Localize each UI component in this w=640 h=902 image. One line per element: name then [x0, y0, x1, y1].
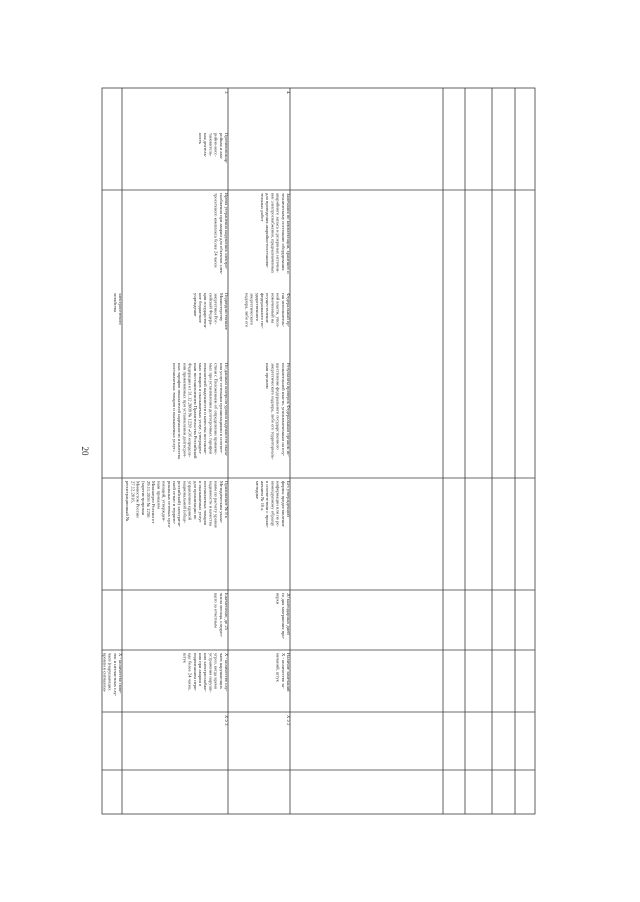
cell-text: ции государствен-	[203, 293, 209, 329]
cell-text: (зарегистрирован	[140, 481, 146, 516]
cell-text: X - количество слу-	[224, 653, 229, 692]
cell-text: и оказываемых услуг	[198, 481, 203, 523]
cell-text: управлению единой	[187, 481, 193, 521]
cell-text: Федеральный ор-	[286, 293, 291, 328]
cell-text: полнительной власти, уполномоченным на осу-	[280, 363, 286, 457]
cell-text: Результаты проверок Федеральным органом ис-	[286, 363, 291, 457]
cell-text: Замечания по комплектации, хранению и	[286, 193, 291, 274]
cell-text: 3.	[224, 91, 229, 95]
cell-text: ным органом	[265, 363, 271, 389]
cell-text: мых товаров и оказываемых услуг, утвержден-	[198, 363, 203, 455]
cell-text: ным приказом	[156, 481, 162, 509]
cell-text: ность	[198, 133, 203, 145]
cell-text: ния услуг сетевыми организациями в соответ-	[218, 363, 224, 454]
page-number: 20	[80, 446, 90, 456]
cell-text: методике	[254, 481, 260, 500]
cell-text: в соответствии с прило-	[265, 481, 271, 528]
cell-text: Подведомственное	[224, 293, 229, 330]
cell-text: X ≥ 2	[286, 715, 291, 726]
cell-text: ской сетью и террито-	[172, 481, 177, 525]
cell-text: номоченный на	[270, 293, 276, 324]
cell-text: нии применяемых при установлении долгосроч-	[182, 363, 188, 458]
cell-text: ствии с Положением об определении примене-	[213, 363, 219, 455]
cell-text: X ≥ 3	[224, 715, 229, 726]
cell-text: ган исполнитель-	[280, 293, 286, 327]
cell-text: надежности и качества	[208, 481, 214, 526]
cell-text: поставляемых товаров	[203, 481, 209, 526]
table-frame	[102, 88, 535, 814]
cell-text: Минэнерго России от	[151, 481, 157, 524]
cell-text: Министерству	[218, 293, 224, 322]
cell-text: подписанном пери-	[192, 653, 198, 691]
cell-text: Минюстом России	[135, 481, 141, 518]
cell-text: верки	[275, 593, 281, 605]
cell-text: снабжения при аварии для объектов элек-	[218, 193, 224, 275]
cell-text: со дня завершения про-	[280, 593, 286, 640]
cell-text: для организации по	[192, 481, 198, 520]
cell-text: чаев (нарушающих	[107, 653, 113, 691]
cell-text: штук	[182, 653, 188, 664]
cell-text: щего за отчетным	[213, 593, 219, 628]
cell-text: чаев нарушающих	[218, 653, 224, 690]
cell-text: ществление федерального государственного	[275, 363, 281, 450]
cell-text: ной власти, упол-	[275, 293, 281, 328]
cell-text: X - количество пове-	[118, 653, 123, 694]
cell-text: ройная и ава-	[218, 133, 224, 160]
cell-text: Время устранения нарушения электро-	[224, 193, 229, 270]
cell-text: техническому состоянию оборудования	[280, 193, 286, 271]
cell-text: аварийного запаса и резервных источни-	[275, 193, 281, 273]
cell-text: тельных работ	[260, 193, 265, 222]
cell-text: устранения наруше-	[208, 653, 214, 693]
table-cells	[102, 91, 291, 726]
cell-text: регистрационный №	[125, 481, 131, 522]
cell-text: жением № 16 к	[260, 481, 265, 511]
cell-text: федерального гос-	[260, 293, 265, 329]
cell-text: кровли в сигнализа-	[102, 653, 108, 693]
cell-text: поставляемых товаров и оказываемых услуг»	[172, 363, 177, 453]
cell-text: ток и несчастных слу-	[112, 653, 118, 697]
cell-text: Без утвержденной	[286, 481, 291, 517]
cell-text: национальной (обще-	[182, 481, 188, 524]
cell-text: энергетического	[249, 293, 255, 325]
cell-text: сийской Федера-	[208, 293, 214, 326]
cell-text: осуществление	[265, 293, 271, 323]
cell-text: информации или по ре-	[275, 481, 281, 527]
cell-text: ния при аварии в	[198, 653, 203, 687]
cell-text: надзора, либо его	[244, 293, 250, 328]
cell-text: показателей надежности и качества поставляе-	[203, 363, 209, 455]
cell-text: оде более 24 часов,	[187, 653, 193, 691]
cell-text: формы предоставление	[280, 481, 286, 527]
cell-text: ная деятель-	[203, 133, 209, 158]
cell-text: энергетического надзора, либо его территориаль-	[270, 363, 276, 460]
cell-text: Приложение № 8 к	[224, 481, 229, 519]
cell-text: учреждение	[192, 293, 198, 317]
cell-text: Ежемесячно, до 25	[224, 593, 229, 630]
cell-text: энергетики Рос-	[213, 293, 219, 325]
cell-text: Наличие замечаний	[286, 653, 291, 692]
cell-text: числа месяца, следую-	[218, 593, 224, 638]
cell-text: Методическим указа-	[218, 481, 224, 524]
cell-text: ниям по расчету уровня	[213, 481, 219, 528]
cell-text: для проведения аварийно-восстанови-	[265, 193, 271, 268]
cell-text: угроз, когда время	[213, 653, 219, 689]
cell-text: ных тарифов показателей надежности и качества	[177, 363, 183, 459]
cell-text: рийно-восс-	[213, 133, 219, 157]
cell-text: низаций, утвержден-	[161, 481, 167, 522]
cell-text: ков электроснабжения, предназначенных	[270, 193, 276, 274]
cell-text: ное бюджетное	[198, 293, 203, 323]
cell-text: 20 календарных дней	[286, 593, 291, 635]
cell-text: мечаний, штук	[275, 653, 281, 682]
cell-text: 27.12.2016,	[130, 481, 136, 503]
cell-text: мых при установлении долгосрочных тарифов	[208, 363, 214, 455]
cell-text: тановитель-	[208, 133, 214, 157]
cell-text: риальных сетевых орга-	[166, 481, 172, 529]
cell-text: хозяйства	[112, 293, 118, 312]
cell-text: тросетевого комплекса более 24 часов	[213, 193, 219, 268]
cell-text: российской) электриче-	[177, 481, 183, 528]
cell-text: ударственного	[254, 293, 260, 322]
cell-text: По данным контроля уровня надежности оказа-	[224, 363, 229, 457]
cell-text: ния электроснабже-	[203, 653, 209, 692]
cell-text: Федерации от 31.12.2009 № 1220 «Об определе-	[187, 363, 193, 458]
cell-text: Противопожар-	[224, 133, 229, 164]
cell-text: ным постановлением Правительства Российской	[192, 363, 198, 459]
cell-text: комендуемому образцу	[270, 481, 276, 527]
cell-text: X - количество за-	[280, 653, 286, 689]
cell-text: 29.11.2016 № 1256	[146, 481, 151, 518]
cell-text: электросетевого	[118, 293, 123, 325]
cell-text: 4.	[286, 91, 291, 95]
